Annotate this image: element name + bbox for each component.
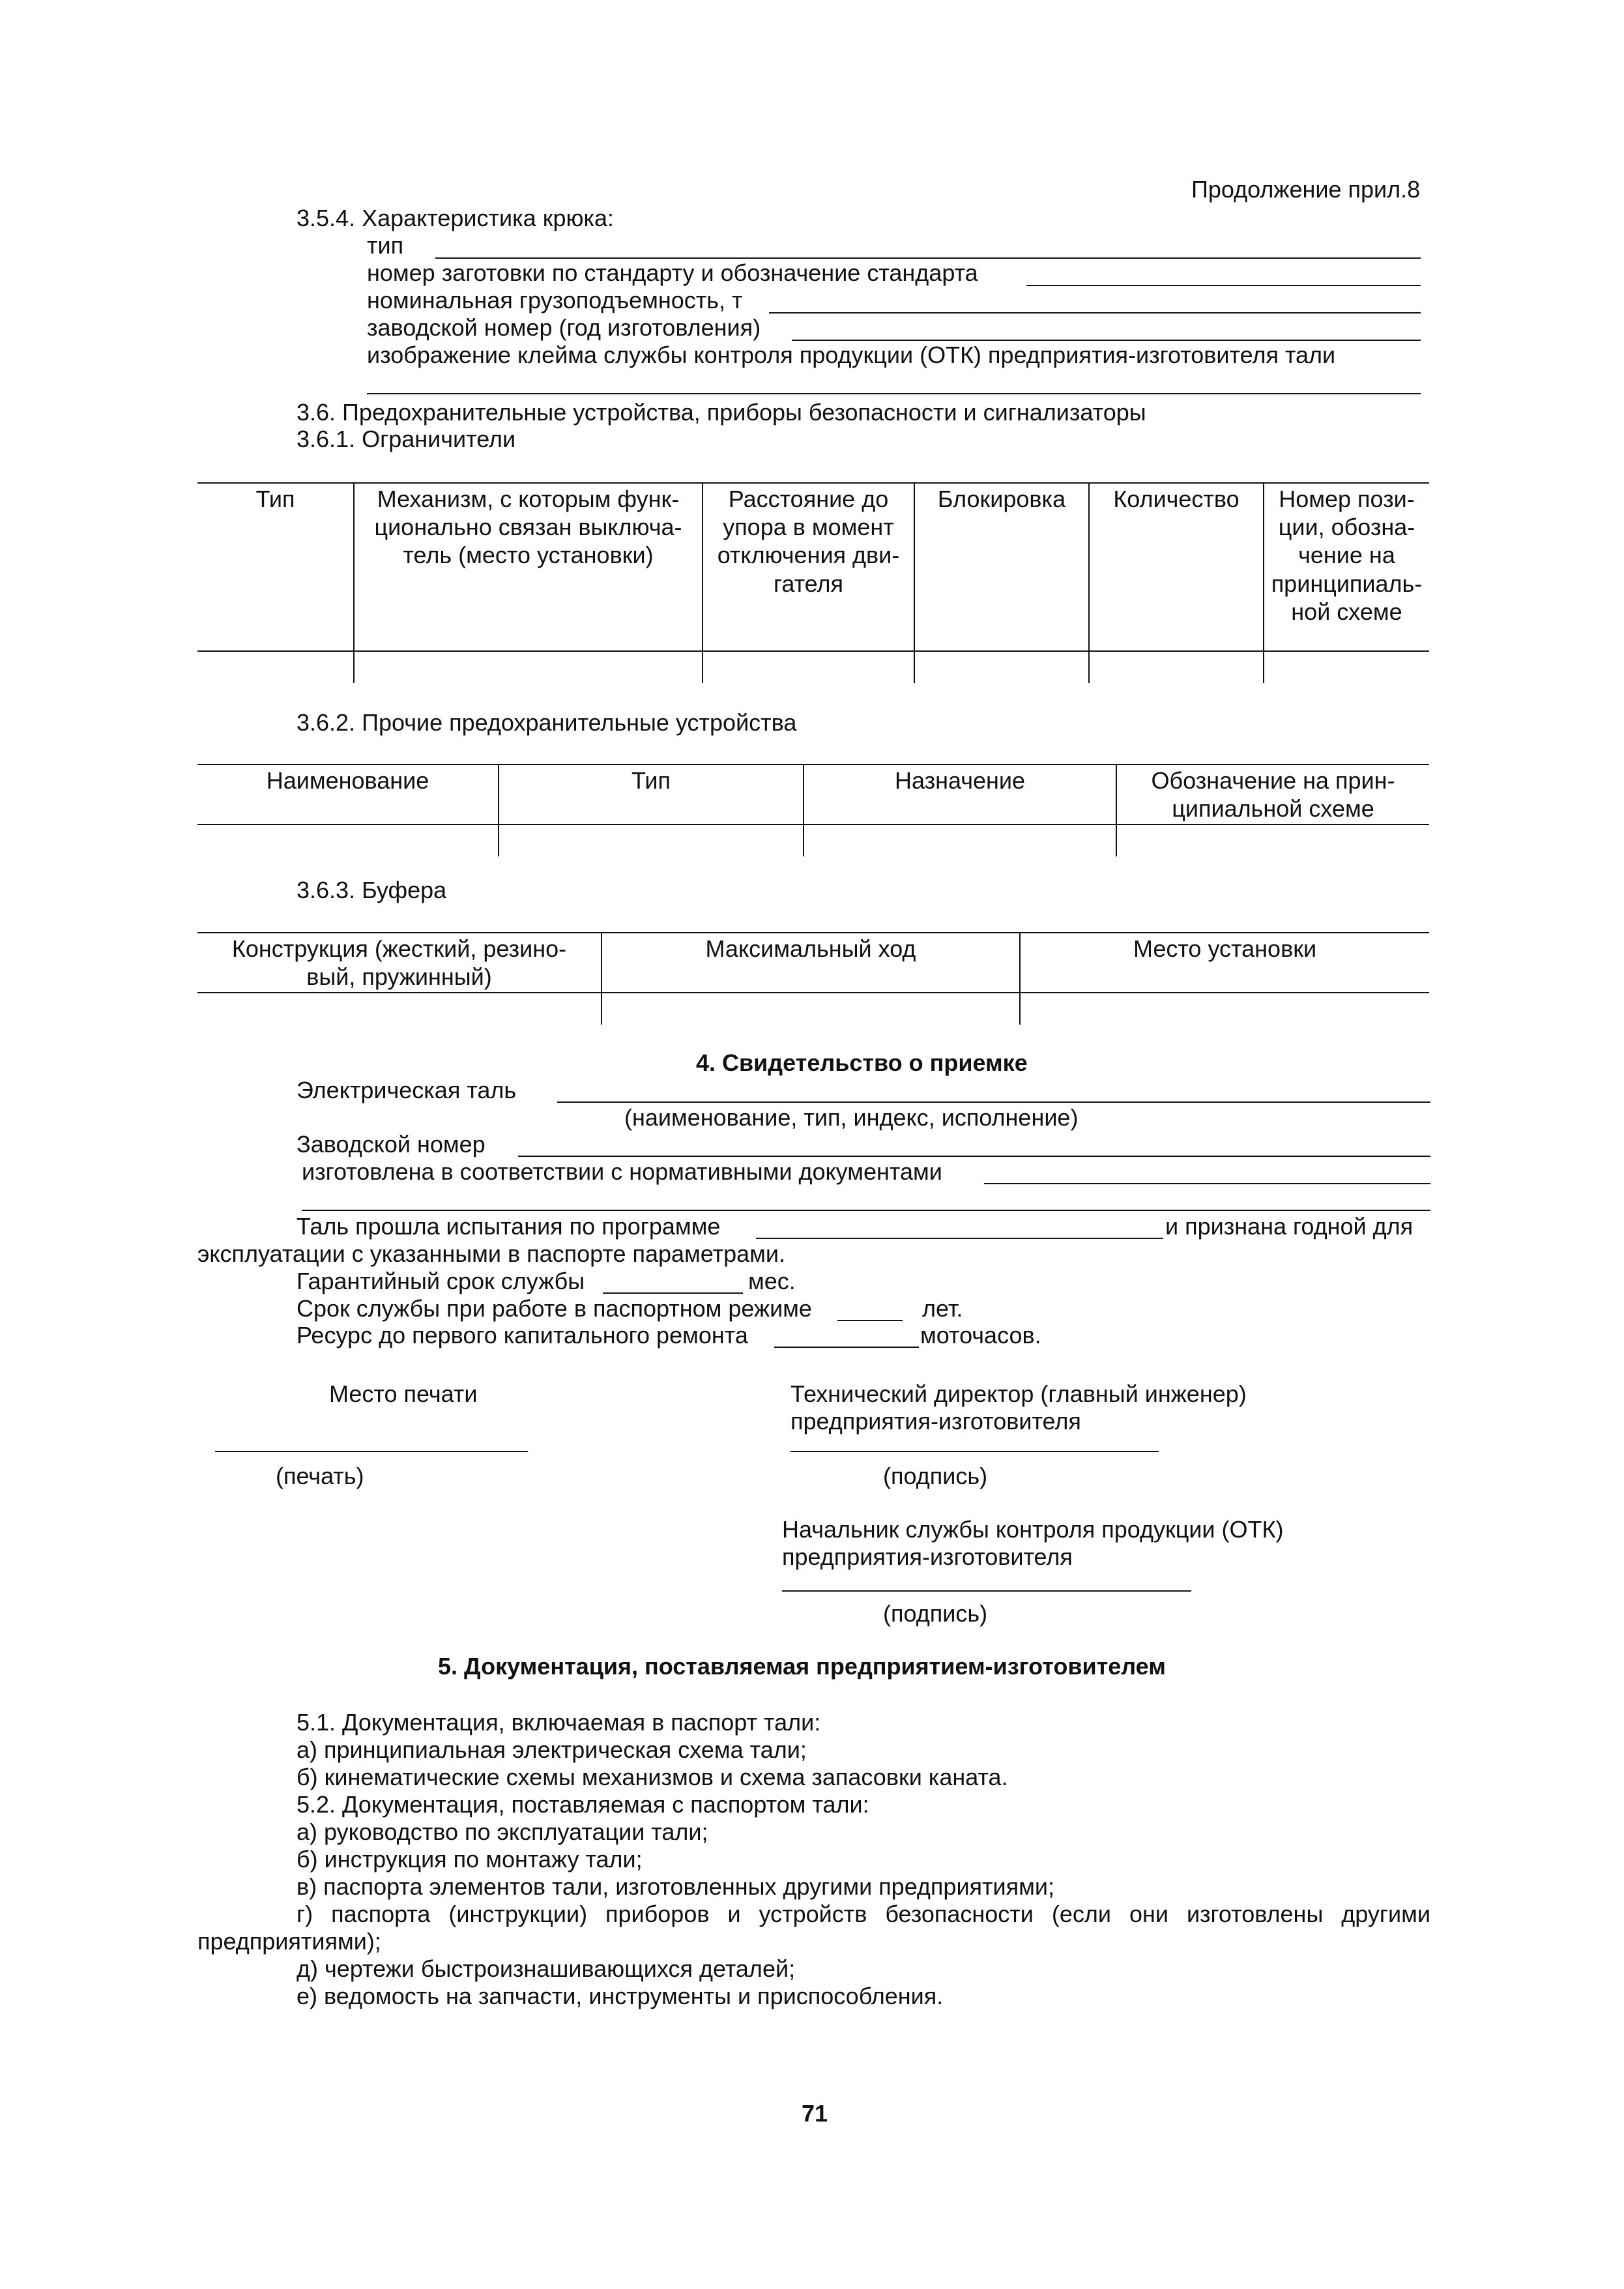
p52a: а) руководство по эксплуатации тали; — [297, 1818, 708, 1845]
p52: 5.2. Документация, поставляемая с паспортом тали: — [297, 1791, 869, 1818]
hook-serial-line — [792, 340, 1421, 341]
tested-text: Таль прошла испытания по программе — [297, 1213, 721, 1240]
qc-head-title: Начальник службы контроля продукции (ОТК) — [782, 1516, 1284, 1543]
table-cell — [1020, 993, 1429, 1025]
p52f: е) ведомость на запчасти, инструменты и приспособления. — [297, 1983, 944, 2009]
hook-type-label: тип — [367, 232, 404, 259]
p52b: б) инструкция по монтажу тали; — [297, 1846, 643, 1873]
table-cell — [499, 824, 804, 856]
other-header-name: Наименование — [197, 765, 499, 824]
p52d: г) паспорта (инструкции) приборов и устройств безопасности (если они изготовлены другими — [297, 1901, 1430, 1927]
buffers-header-location: Место установки — [1020, 933, 1429, 993]
p52d-cont: предприятиями); — [197, 1928, 381, 1955]
continuation-note: Продолжение прил.8 — [1191, 176, 1421, 203]
buffers-header-construction: Конструкция (жесткий, резино- вый, пружинный) — [197, 933, 602, 993]
serial-line — [518, 1156, 1430, 1157]
table-cell — [1116, 824, 1429, 856]
qc-head-org: предприятия-изготовителя — [782, 1543, 1073, 1570]
warranty-unit: мес. — [748, 1268, 796, 1294]
service-label: Срок службы при работе в паспортном режиме — [297, 1295, 812, 1322]
hoist-line — [557, 1101, 1430, 1103]
table-cell — [804, 824, 1116, 856]
resource-unit: моточасов. — [920, 1322, 1041, 1349]
hook-capacity-line — [769, 312, 1421, 313]
other-header-designation: Обозначение на прин- ципиальной схеме — [1116, 765, 1429, 824]
qc-head-signature-line — [782, 1590, 1191, 1592]
hook-standard-label: номер заготовки по стандарту и обозначение стандарта — [367, 259, 978, 286]
hoist-label: Электрическая таль — [297, 1077, 517, 1103]
other-header-type: Тип — [499, 765, 804, 824]
resource-label: Ресурс до первого капитального ремонта — [297, 1322, 748, 1349]
section-5-title: 5. Документация, поставляемая предприятием-изготовителем — [438, 1653, 1166, 1680]
section-362-heading: 3.6.2. Прочие предохранительные устройства — [297, 709, 797, 736]
table-row — [197, 651, 1429, 683]
table-row — [197, 824, 1429, 856]
tested-text-3: эксплуатации с указанными в паспорте параметрами. — [197, 1240, 786, 1267]
limiters-header-interlock: Блокировка — [914, 483, 1089, 651]
made-per-line-2 — [302, 1210, 1430, 1211]
limiters-header-position: Номер пози- ции, обозна- чение на принципиаль- ной схеме — [1264, 483, 1429, 651]
p51: 5.1. Документация, включаемая в паспорт тали: — [297, 1709, 821, 1736]
made-per-label: изготовлена в соответствии с нормативными документами — [302, 1158, 942, 1185]
p51b: б) кинематические схемы механизмов и схема запасовки каната. — [297, 1764, 1008, 1790]
qc-head-signature-caption: (подпись) — [883, 1600, 988, 1627]
serial-label: Заводской номер — [297, 1131, 486, 1158]
tech-director-signature-line — [790, 1451, 1159, 1452]
hook-stamp-label: изображение клейма службы контроля продукции (ОТК) предприятия-изготовителя тали — [367, 342, 1336, 368]
section-363-heading: 3.6.3. Буфера — [297, 877, 447, 903]
table-cell — [197, 651, 354, 683]
limiters-table — [197, 482, 1429, 683]
program-line — [756, 1238, 1163, 1239]
p52c: в) паспорта элементов тали, изготовленных другими предприятиями; — [297, 1873, 1055, 1900]
hook-stamp-line — [367, 393, 1421, 394]
table-cell — [703, 651, 914, 683]
page-number: 71 — [802, 2100, 828, 2127]
resource-line — [774, 1347, 919, 1348]
limiters-header-quantity: Количество — [1089, 483, 1264, 651]
hoist-caption: (наименование, тип, индекс, исполнение) — [624, 1104, 1079, 1131]
tech-director-signature-caption: (подпись) — [883, 1463, 988, 1489]
table-row — [197, 993, 1429, 1025]
tech-director-org: предприятия-изготовителя — [790, 1408, 1081, 1435]
hook-standard-line — [1026, 285, 1421, 286]
section-361-heading: 3.6.1. Ограничители — [297, 426, 516, 452]
table-cell — [1089, 651, 1264, 683]
stamp-caption: (печать) — [276, 1463, 364, 1489]
warranty-line — [603, 1292, 743, 1294]
stamp-place-label: Место печати — [329, 1380, 478, 1407]
buffers-table — [197, 932, 1429, 1025]
table-cell — [354, 651, 703, 683]
limiters-header-distance: Расстояние до упора в момент отключения дви- гателя — [703, 483, 914, 651]
service-unit: лет. — [922, 1295, 963, 1322]
section-354-heading: 3.5.4. Характеристика крюка: — [297, 205, 615, 231]
tested-text-2: и признана годной для — [1165, 1213, 1414, 1240]
service-line — [837, 1320, 903, 1321]
limiters-header-type: Тип — [197, 483, 354, 651]
table-cell — [602, 993, 1020, 1025]
stamp-line — [215, 1451, 528, 1452]
tech-director-title: Технический директор (главный инженер) — [790, 1380, 1247, 1407]
hook-capacity-label: номинальная грузоподъемность, т — [367, 287, 743, 313]
table-cell — [1264, 651, 1429, 683]
table-cell — [914, 651, 1089, 683]
buffers-header-travel: Максимальный ход — [602, 933, 1020, 993]
p52e: д) чертежи быстроизнашивающихся деталей; — [297, 1955, 796, 1982]
table-cell — [197, 824, 499, 856]
p51a: а) принципиальная электрическая схема тали; — [297, 1736, 807, 1763]
hook-type-line — [435, 257, 1421, 259]
other-header-purpose: Назначение — [804, 765, 1116, 824]
hook-serial-label: заводской номер (год изготовления) — [367, 314, 761, 341]
table-cell — [197, 993, 602, 1025]
made-per-line — [984, 1183, 1430, 1184]
warranty-label: Гарантийный срок службы — [297, 1268, 585, 1294]
section-36-heading: 3.6. Предохранительные устройства, приборы безопасности и сигнализаторы — [297, 399, 1146, 426]
section-4-title: 4. Свидетельство о приемке — [696, 1049, 1028, 1076]
other-devices-table — [197, 764, 1429, 856]
limiters-header-mechanism: Механизм, с которым функ- ционально связан выключа- тель (место установки) — [354, 483, 703, 651]
